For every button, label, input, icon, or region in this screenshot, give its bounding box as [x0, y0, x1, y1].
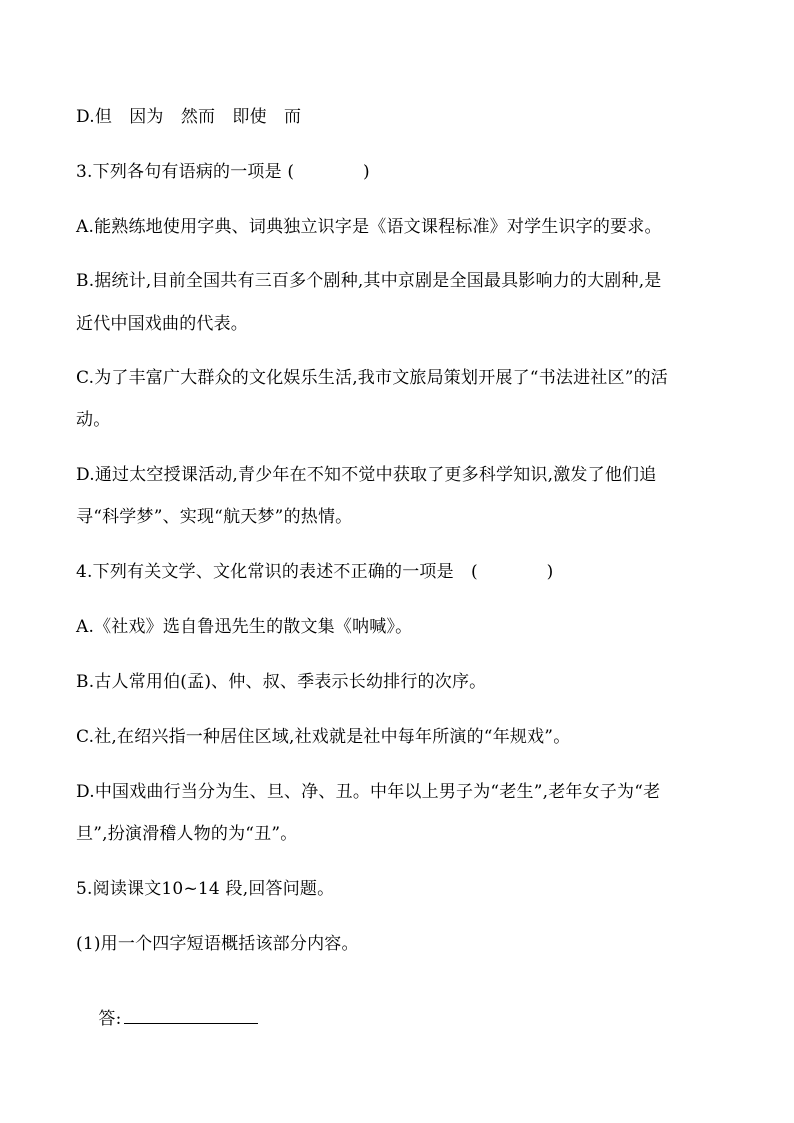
question-4-option-d-line2: 旦”,扮演滑稽人物的为“丑”。 [76, 824, 298, 844]
answer-label: 答: [98, 1009, 122, 1029]
question-3-option-d-line1: D.通过太空授课活动,青少年在不知不觉中获取了更多科学知识,激发了他们追 [76, 465, 657, 485]
question-3-option-d-line2: 寻“科学梦”、实现“航天梦”的热情。 [76, 507, 353, 527]
option-d-conjunctions: D.但 因为 然而 即使 而 [76, 107, 302, 127]
question-4-option-c: C.社,在绍兴指一种居住区域,社戏就是社中每年所演的“年规戏”。 [76, 727, 571, 747]
answer-blank[interactable] [124, 1009, 258, 1024]
question-3-option-b-line1: B.据统计,目前全国共有三百多个剧种,其中京剧是全国最具影响力的大剧种,是 [76, 271, 662, 291]
question-4-option-d-line1: D.中国戏曲行当分为生、旦、净、丑。中年以上男子为“老生”,老年女子为“老 [76, 782, 661, 802]
question-3-option-a: A.能熟练地使用字典、词典独立识字是《语文课程标准》对学生识字的要求。 [76, 217, 662, 237]
question-3-option-b-line2: 近代中国戏曲的代表。 [76, 314, 248, 334]
question-3-option-c-line1: C.为了丰富广大群众的文化娱乐生活,我市文旅局策划开展了“书法进社区”的活 [76, 368, 668, 388]
question-4-option-a: A.《社戏》选自鲁迅先生的散文集《呐喊》。 [76, 617, 413, 637]
question-5-stem: 5.阅读课文10~14 段,回答问题。 [76, 879, 335, 899]
question-3-option-c-line2: 动。 [76, 410, 111, 430]
question-3-stem: 3.下列各句有语病的一项是 ( ) [76, 162, 370, 182]
answer-row [76, 989, 726, 1049]
question-4-stem: 4.下列有关文学、文化常识的表述不正确的一项是 ( ) [76, 562, 554, 582]
question-5-sub-1: (1)用一个四字短语概括该部分内容。 [76, 934, 359, 954]
question-4-option-b: B.古人常用伯(孟)、仲、叔、季表示长幼排行的次序。 [76, 672, 487, 692]
